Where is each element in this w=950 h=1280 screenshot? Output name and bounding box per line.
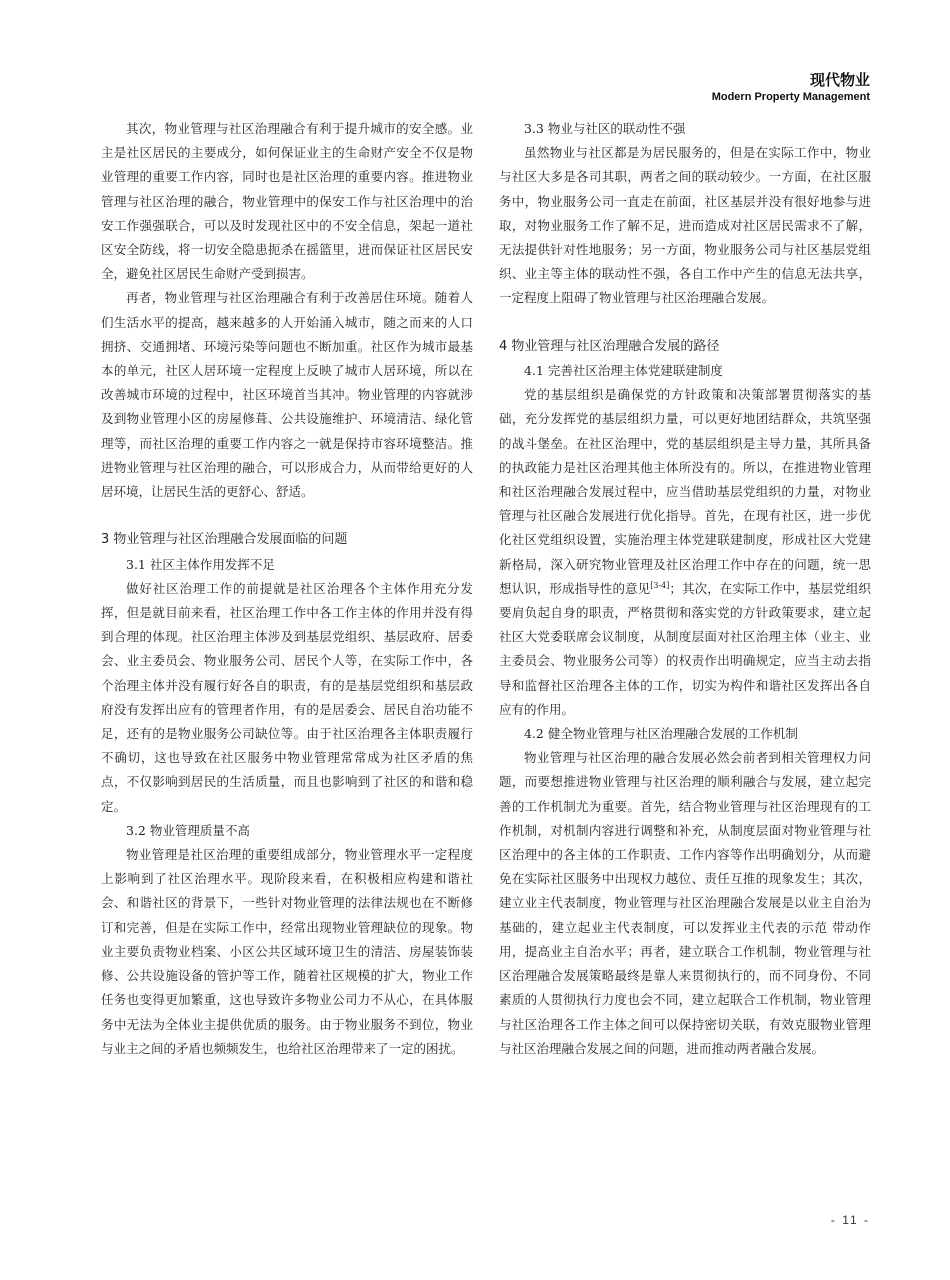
paragraph-environment: 再者，物业管理与社区治理融合有利于改善居住环境。随着人们生活水平的提高，越来越多的人开始涌入城市，随之而来的人口拥挤、交通拥堵、环境污染等问题也不断加重。社区作为城市最基本的单元，社区人居环境一定程度上反映了城市人居环境，所以在改善城市环境的过程中，社区环境首当其冲。物业管理的内容就涉及到物业管理小区的房屋修葺、公共设施维护、环境清洁、绿化管理等，而社区治理的重要工作内容之一就是保持市容环境整洁。推进物业管理与社区治理的融合，可以形成合力，从而带给更好的人居环境，让居民生活的更舒心、舒适。 <box>101 290 473 500</box>
subsection-3-1-heading: 3.1 社区主体作用发挥不足 <box>126 556 275 572</box>
subsection-3-2-heading: 3.2 物业管理质量不高 <box>126 822 250 838</box>
journal-title: 现代物业 <box>809 71 870 89</box>
subsection-4-1-text-part-a: 党的基层组织是确保党的方针政策和决策部署贯彻落实的基础，充分发挥党的基层组织力量，可以更好地团结群众，共筑坚强的战斗堡垒。在社区治理中，党的基层组织是主导力量，其所具备的执政能力是社区治理其他主体所没有的。所以，在推进物业管理和社区治理融合发展过程中，应当借助基层党组织的力量，对物业管理与社区融合发展进行优化指导。首先，在现有社区，进一步优化社区党组织设置，实施治理主体党建联建制度，形成社区大党建新格局，深入研究物业管理及社区治理工作中存在的问题，统一思想认识，形成指导性的意见 <box>499 387 871 596</box>
journal-header <box>712 70 870 104</box>
section-gap <box>499 311 871 335</box>
subsection-3-3-text: 虽然物业与社区都是为居民服务的，但是在实际工作中，物业与社区大多是各司其职，两者之间的联动较少。一方面，在社区服务中，物业服务公司一直走在前面，社区基层并没有很好地参与进取，对物业服务工作了解不足，进而造成对社区居民需求不了解，无法提供针对性地服务；另一方面，物业服务公司与社区基层党组织、业主等主体的联动性不强，各自工作中产生的信息无法共享，一定程度上阻碍了物业管理与社区治理融合发展。 <box>499 145 871 306</box>
citation-ref: [3-4] <box>650 580 670 590</box>
section-gap <box>101 504 473 528</box>
page-number: - 11 - <box>830 1213 870 1227</box>
section-3-heading: 3 物业管理与社区治理融合发展面临的问题 <box>101 532 348 548</box>
right-column <box>499 117 871 1061</box>
journal-subtitle: Modern Property Management <box>711 91 870 103</box>
subsection-4-1-text-part-b: ；其次，在实际工作中，基层党组织要肩负起自身的职责，严格贯彻和落实党的方针政策要求，建立起社区大党委联席会议制度，从制度层面对社区治理主体（业主、业主委员会、物业服务公司等）的权责作出明确规定，应当主动去指导和监督社区治理各主体的工作，切实为构件和谐社区发挥出各自应有的作用。 <box>499 580 871 717</box>
subsection-4-2-text: 物业管理与社区治理的融合发展必然会前者到相关管理权力问题，而要想推进物业管理与社区治理的顺利融合与发展，建立起完善的工作机制尤为重要。首先，结合物业管理与社区治理现有的工作机制，对机制内容进行调整和补充，从制度层面对物业管理与社区治理中的各主体的工作职责、工作内容等作出明确划分，从而避免在实际社区服务中出现权力越位、责任互推的现象发生；其次，建立业主代表制度，物业管理与社区治理融合发展是以业主自治为基础的，建立起业主代表制度，可以发挥业主代表的示范 带动作用，提高业主自治水平；再者，建立联合工作机制，物业管理与社区治理融合发展策略最终是靠人来贯彻执行的，而不同身份、不同素质的人贯彻执行力度也会不同，建立起联合工作机制，物业管理与社区治理各工作主体之间可以保持密切关联，有效克服物业管理与社区治理融合发展之间的问题，进而推动两者融合发展。 <box>499 750 871 1056</box>
left-column <box>101 117 473 1061</box>
section-4-heading: 4 物业管理与社区治理融合发展的路径 <box>499 338 720 354</box>
subsection-3-3-heading: 3.3 物业与社区的联动性不强 <box>524 121 686 136</box>
subsection-4-1-text <box>499 383 871 722</box>
subsection-3-2-text: 物业管理是社区治理的重要组成部分，物业管理水平一定程度上影响到了社区治理水平。现阶段来看，在积极相应构建和谐社会、和谐社区的背景下，一些针对物业管理的法律法规也在不断修订和完善，但是在实际工作中，经常出现物业管理缺位的现象。物业主要负责物业档案、小区公共区域环境卫生的清洁、房屋装饰装修、公共设施设备的管护等工作，随着社区规模的扩大，物业工作任务也变得更加繁重，这也导致许多物业公司力不从心，在具体服务中无法为全体业主提供优质的服务。由于物业服务不到位，物业与业主之间的矛盾也频频发生，也给社区治理带来了一定的困扰。 <box>101 847 473 1056</box>
subsection-4-1-heading: 4.1 完善社区治理主体党建联建制度 <box>524 363 723 379</box>
subsection-3-1-text: 做好社区治理工作的前提就是社区治理各个主体作用充分发挥，但是就目前来看，社区治理工作中各工作主体的作用并没有得到合理的体现。社区治理主体涉及到基层党组织、基层政府、居委会、业主委员会、物业服务公司、居民个人等，在实际工作中，各个治理主体并没有履行好各自的职责，有的是基层党组织和基层政府没有发挥出应有的管理者作用，有的是居委会、居民自治功能不足，还有的是物业服务公司缺位等。由于社区治理各主体职责履行不确切，这也导致在社区服务中物业管理常常成为社区矛盾的焦点，不仅影响到居民的生活质量，而且也影响到了社区的和谐和稳定。 <box>101 580 473 814</box>
subsection-4-2-heading: 4.2 健全物业管理与社区治理融合发展的工作机制 <box>524 726 798 742</box>
paragraph-security: 其次，物业管理与社区治理融合有利于提升城市的安全感。业主是社区居民的主要成分，如何保证业主的生命财产安全不仅是物业管理的重要工作内容，同时也是社区治理的重要内容。推进物业管理与社区治理的融合，物业管理中的保安工作与社区治理中的治安工作强强联合，可以及时发现社区中的不安全信息，架起一道社区安全防线，将一切安全隐患扼杀在摇篮里，进而保证社区居民安全，避免社区居民生命财产受到损害。 <box>101 121 473 282</box>
